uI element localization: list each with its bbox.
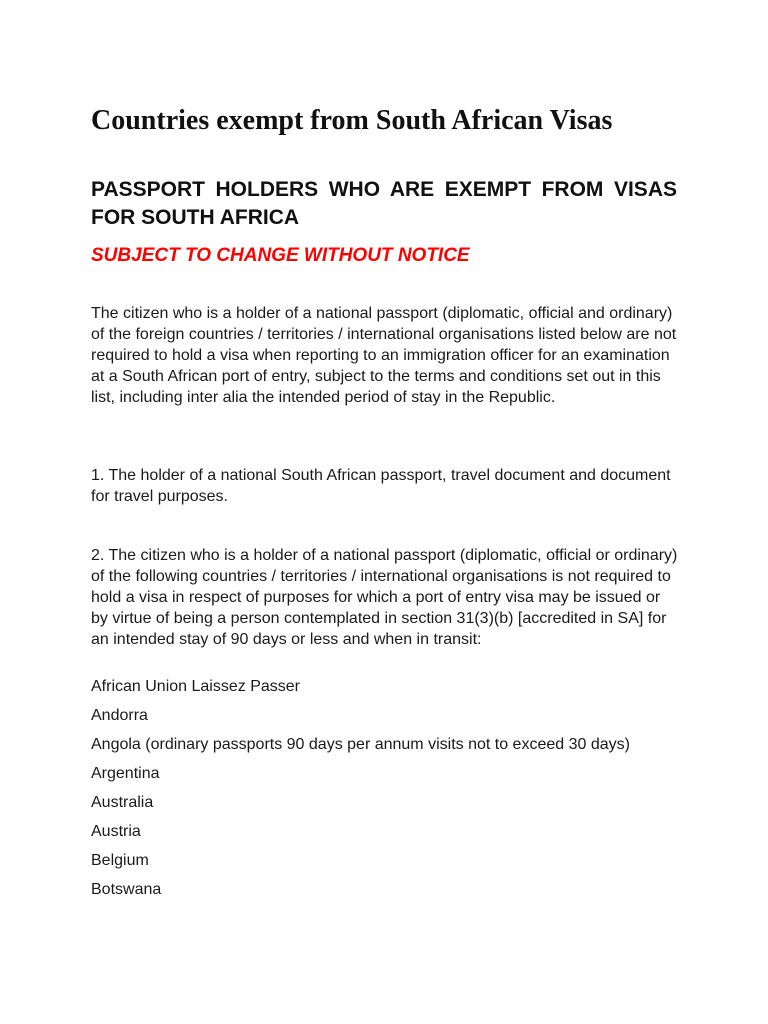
list-item: Andorra	[91, 707, 148, 724]
list-item: Australia	[91, 794, 154, 811]
list-item: Austria	[91, 823, 141, 840]
clause-2-paragraph: 2. The citizen who is a holder of a national passport (diplomatic, official or ordinary) of the following countries / territories / international organisations is not required to hold a visa in respect of purposes for which a port of entry visa may be issued or by virtue of being a person contemplated in section 31(3)(b) [accredited in SA] for an intended stay of 90 days or less and when in transit:	[91, 547, 678, 648]
change-notice: SUBJECT TO CHANGE WITHOUT NOTICE	[91, 245, 470, 266]
list-item: Botswana	[91, 881, 162, 898]
list-item: Belgium	[91, 852, 149, 869]
section-heading: PASSPORT HOLDERS WHO ARE EXEMPT FROM VISAS FOR SOUTH AFRICA	[91, 178, 677, 229]
clause-1-paragraph: 1. The holder of a national South African passport, travel document and document for travel purposes.	[91, 467, 671, 505]
list-item: Argentina	[91, 765, 160, 782]
intro-paragraph: The citizen who is a holder of a national passport (diplomatic, official and ordinary) of the foreign countries / territories / international organisations listed below are not required to hold a visa when reporting to an immigration officer for an examination at a South African port of entry, subject to the terms and conditions set out in this list, including inter alia the intended period of stay in the Republic.	[91, 305, 677, 406]
document-title: Countries exempt from South African Visas	[91, 105, 613, 136]
list-item: African Union Laissez Passer	[91, 678, 300, 695]
list-item: Angola (ordinary passports 90 days per annum visits not to exceed 30 days)	[91, 736, 630, 753]
exempt-country-list	[91, 676, 681, 908]
